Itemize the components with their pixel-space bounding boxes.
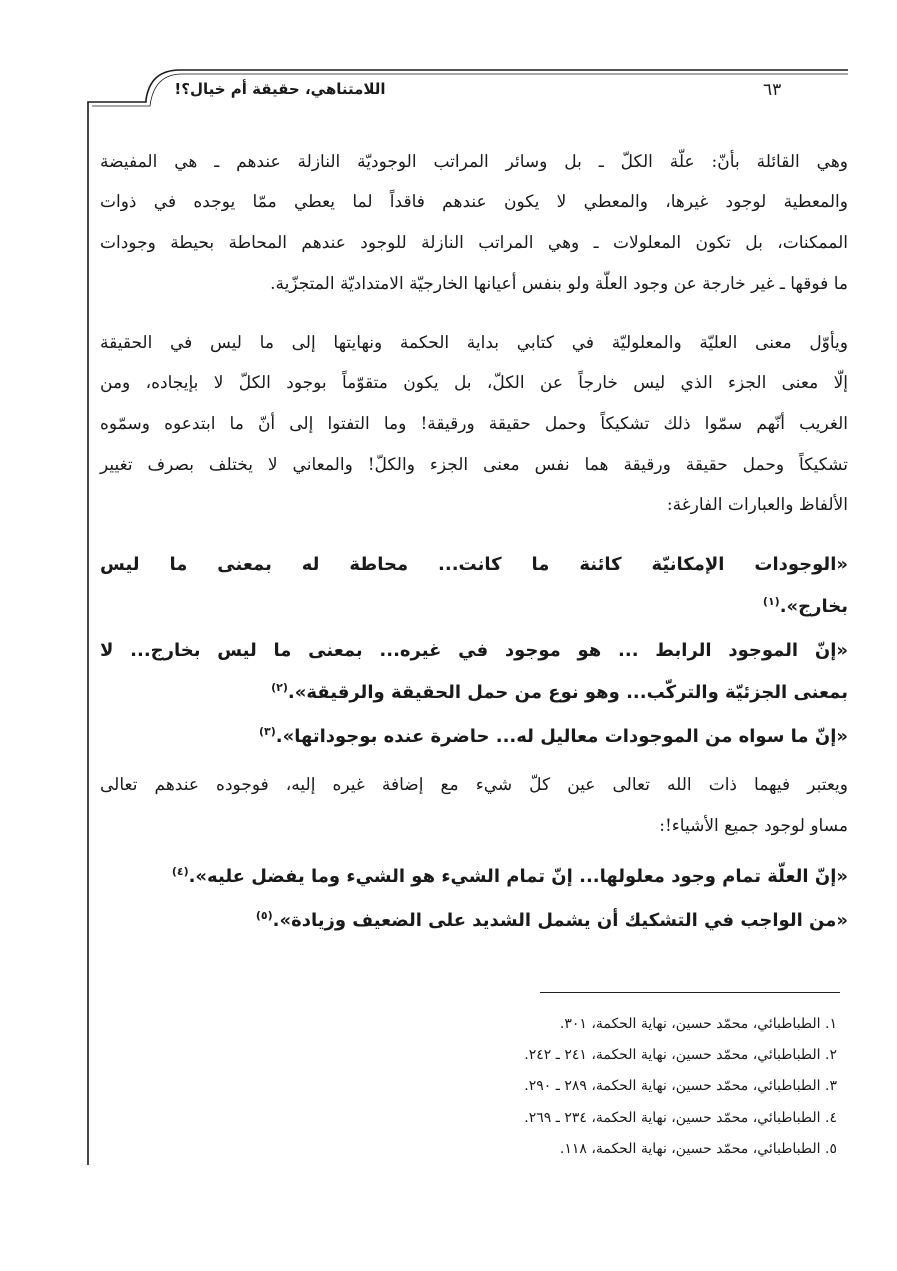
footnote-ref: (١) [762,595,780,608]
quote-line [172,857,848,897]
paragraph-line: مساو لوجود جميع الأشياء!: [659,816,848,836]
quote-line: «إنّ الموجود الرابط ... هو موجود في غيره... بمعنى ما ليس بخارج... لا [100,640,848,661]
paragraph-line: تشكيكاً وحمل حقيقة ورقيقة هما نفس معنى الجزء والكلّ! والمعاني لا يختلف بصرف تغيير [100,455,848,475]
paragraph-line: إلّا معنى الجزء الذي ليس خارجاً عن الكلّ، بل يكون متقوّماً بوجود الكلّ لا بإيجاده، ومن [100,373,848,393]
paragraph-line: الممكنات، بل تكون المعلولات ـ وهي المراتب النازلة للوجود عندهم المحاطة بحيطة وجودات [100,233,848,253]
paragraph-line: الألفاظ والعبارات الفارغة: [666,495,848,515]
paragraph-1 [100,142,848,312]
quote-line [256,901,848,941]
running-title: اللامتناهي، حقيقة أم خيال؟! [174,80,386,98]
footnote-ref: (٤) [171,865,189,878]
footnote: ٥. الطباطبائي، محمّد حسين، نهاية الحكمة، ١١٨. [559,1141,837,1157]
quote-text: «إنّ العلّة تمام وجود معلولها... إنّ تمام الشيء هو الشيء وما يفضل عليه». [188,866,848,887]
quote-text: «من الواجب في التشكيك أن يشمل الشديد على الضعيف وزيادة». [272,910,848,931]
footnote: ١. الطباطبائي، محمّد حسين، نهاية الحكمة، ٣٠١. [559,1016,837,1032]
quote-line [271,673,848,713]
quote-line: «الوجودات الإمكانيّة كائنة ما كانت... محاطة له بمعنى ما ليس [100,554,848,575]
paragraph-line: ويعتبر فيهما ذات الله تعالى عين كلّ شيء مع إضافة غيره إليه، فوجوده عندهم تعالى [100,775,848,795]
paragraph-line: وهي القائلة بأنّ: علّة الكلّ ـ بل وسائر المراتب الوجوديّة النازلة عندهم ـ هي المفيضة [100,152,848,172]
quote-line [763,587,848,627]
footnote-separator [540,992,840,993]
paragraph-3 [100,765,848,850]
paragraph-line: ويأوّل معنى العليّة والمعلوليّة في كتابي بداية الحكمة ونهايتها إلى ما ليس في الحقيقة [100,333,848,353]
page-number: ٦٣ [763,80,782,100]
quote-text: بمعنى الجزئيّة والتركّب... وهو نوع من حمل الحقيقة والرقيقة». [287,682,848,703]
quote-block-2 [100,857,848,947]
quote-block-1 [100,545,848,760]
quote-text: «إنّ ما سواه من الموجودات معاليل له... حاضرة عنده بوجوداتها». [275,726,848,747]
footnote-ref: (٥) [255,909,273,922]
footnote-ref: (٢) [271,681,288,694]
paragraph-line: الغريب أنّهم سمّوا ذلك تشكيكاً وحمل حقيقة ورقيقة! وما التفتوا إلى أنّ ما ابتدعوه وسمّوه [100,414,848,434]
paragraph-line: ما فوقها ـ غير خارجة عن وجود العلّة ولو بنفس أعيانها الخارجيّة الامتداديّة المتجزّية. [270,274,848,294]
paragraph-2 [100,323,848,533]
quote-line [259,717,848,757]
footnote: ٣. الطباطبائي، محمّد حسين، نهاية الحكمة، ٢٨٩ ـ ٢٩٠. [524,1078,837,1094]
footnote-ref: (٣) [258,725,276,738]
footnote: ٤. الطباطبائي، محمّد حسين، نهاية الحكمة، ٢٣٤ ـ ٢٦٩. [524,1110,837,1126]
footnote: ٢. الطباطبائي، محمّد حسين، نهاية الحكمة، ٢٤١ ـ ٢٤٢. [524,1047,837,1063]
paragraph-line: والمعطية لوجود غيرها، والمعطي لا يكون عندهم فاقداً لما يعطي ممّا يوجده في ذوات [100,192,848,212]
quote-text: بخارج». [779,596,848,617]
